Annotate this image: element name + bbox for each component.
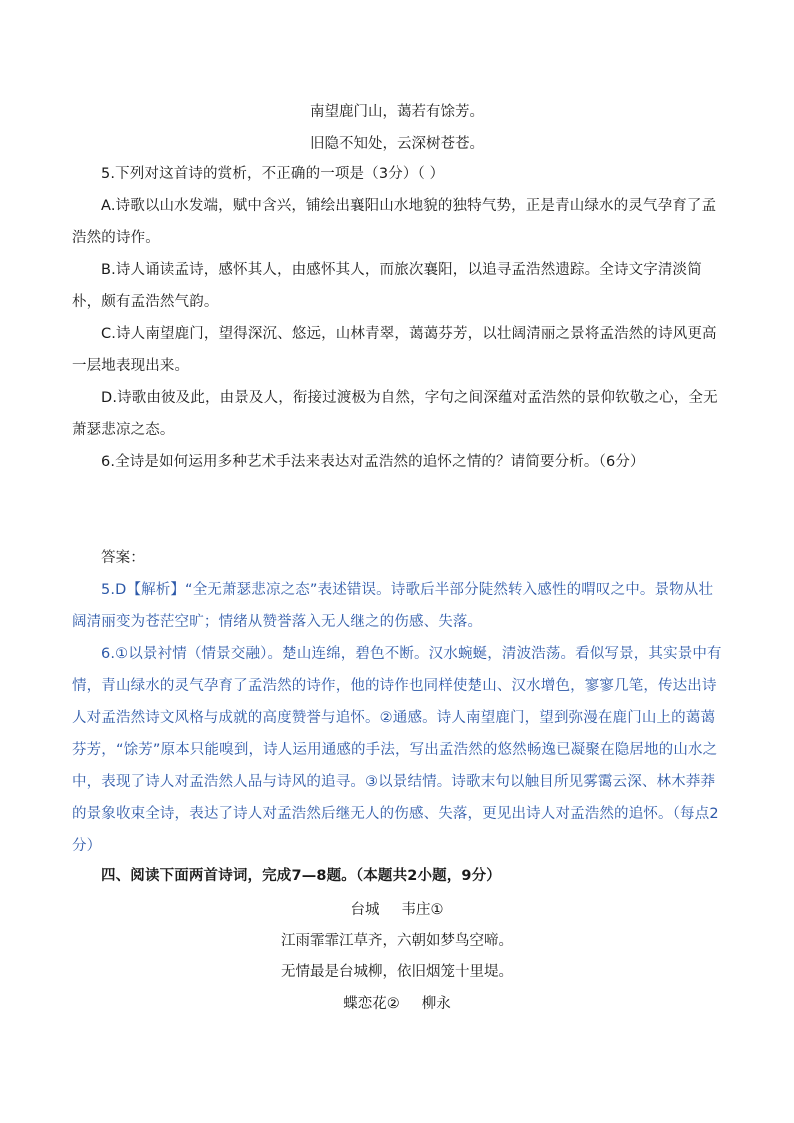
question-6-stem: 6.全诗是如何运用多种艺术手法来表达对孟浩然的追怀之情的？请简要分析。（6分） (101, 454, 645, 470)
poem-2-title-line (0, 994, 794, 1014)
poem-1-title-line (0, 900, 794, 920)
question-5-option-a: A.诗歌以山水发端，赋中含兴，铺绘出襄阳山水地貌的独特气势，正是青山绿水的灵气孕育了孟浩然的诗作。 (72, 198, 717, 246)
answer-6: 6.①以景衬情（情景交融）。楚山连绵，碧色不断。汉水蜿蜒，清波浩荡。看似写景，其实景中有情，青山绿水的灵气孕育了孟浩然的诗作，他的诗作也同样使楚山、汉水增色，寥寥几笔，传达出诗人对孟浩然诗文风格与成就的高度赞誉与追怀。②通感。诗人南望鹿门，望到弥漫在鹿门山上的蔼蔼芬芳，“馀芳”原本只能嗅到，诗人运用通感的手法，写出孟浩然的悠然畅逸已凝聚在隐居地的山水之中，表现了诗人对孟浩然人品与诗风的追寻。③以景结情。诗歌末句以触目所见雾霭云深、林木莽莽的景象收束全诗，表达了诗人对孟浩然后继无人的伤感、失落，更见出诗人对孟浩然的追怀。（每点2分） (72, 646, 722, 854)
question-5-option-c: C.诗人南望鹿门，望得深沉、悠远，山林青翠，蔼蔼芬芳，以壮阔清丽之景将孟浩然的诗风更高一层地表现出来。 (72, 326, 717, 374)
poem-line-1: 南望鹿门山，蔼若有馀芳。 (310, 104, 484, 120)
question-5-option-d: D.诗歌由彼及此，由景及人，衔接过渡极为自然，字句之间深蕴对孟浩然的景仰钦敬之心，全无萧瑟悲凉之态。 (72, 390, 718, 438)
question-5-stem: 5.下列对这首诗的赏析，不正确的一项是（3分）（ ） (101, 166, 445, 182)
poem-1-author: 韦庄① (401, 902, 444, 918)
section-4-heading: 四、阅读下面两首诗词，完成7—8题。（本题共2小题，9分） (101, 868, 501, 884)
poem-1-title: 台城 (350, 902, 380, 918)
poem-1-line-1: 江雨霏霏江草齐，六朝如梦鸟空啼。 (281, 933, 513, 949)
question-5-option-b: B.诗人诵读孟诗，感怀其人，由感怀其人，而旅次襄阳，以追寻孟浩然遗踪。全诗文字清淡简朴，颇有孟浩然气韵。 (72, 262, 702, 310)
poem-2-title: 蝶恋花② (343, 996, 400, 1012)
poem-1-line-2: 无情最是台城柳，依旧烟笼十里堤。 (281, 964, 513, 980)
answer-5: 5.D【解析】“全无萧瑟悲凉之态”表述错误。诗歌后半部分陡然转入感性的喟叹之中。景物从壮阔清丽变为苍茫空旷；情绪从赞誉落入无人继之的伤感、失落。 (72, 582, 714, 630)
poem-line-2: 旧隐不知处，云深树苍苍。 (310, 136, 484, 152)
poem-2-author: 柳永 (421, 996, 451, 1012)
answer-label: 答案： (101, 550, 145, 566)
